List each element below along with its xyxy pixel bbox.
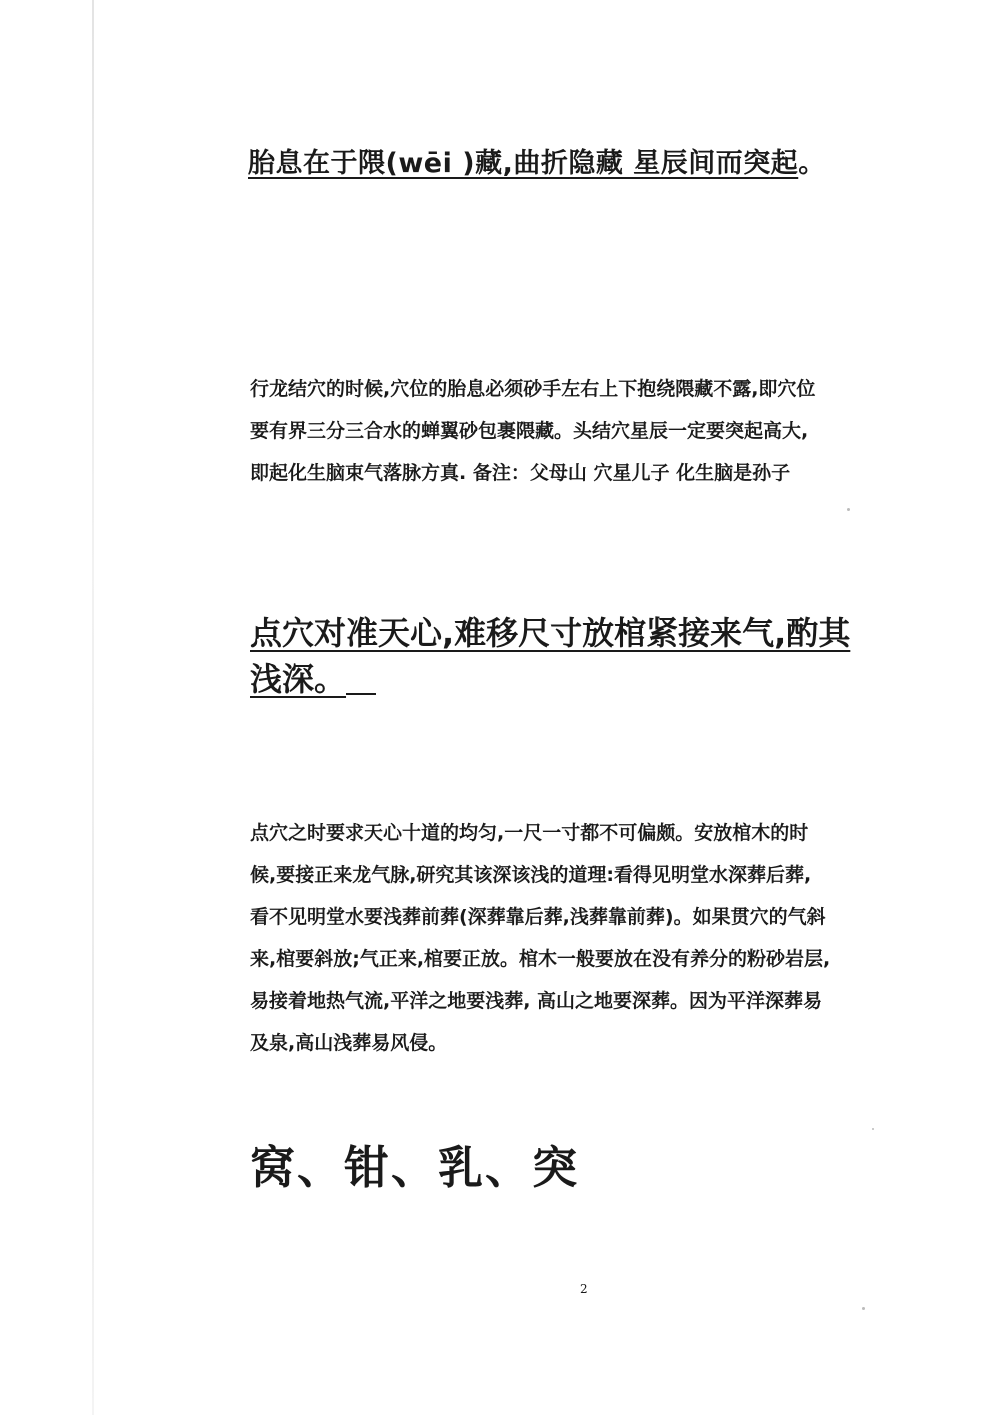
section-1-paragraph	[250, 368, 950, 494]
section-2-paragraph	[250, 812, 950, 1064]
paragraph-line: 点穴之时要求天心十道的均匀,一尺一寸都不可偏颇。安放棺木的时	[250, 822, 809, 844]
section-2-heading	[250, 610, 850, 702]
paragraph-line: 来,棺要斜放;气正来,棺要正放。棺木一般要放在没有养分的粉砂岩层,	[250, 948, 831, 970]
scan-speck	[872, 1128, 874, 1130]
section-2-heading-line: 点穴对准天心,难移尺寸放棺紧接来气,酌其	[250, 614, 851, 652]
section-1-heading	[248, 145, 826, 183]
section-2-heading-line: 浅深。	[250, 660, 347, 698]
paragraph-line: 看不见明堂水要浅葬前葬(深葬靠后葬,浅葬靠前葬)。如果贯穴的气斜	[250, 906, 826, 928]
section-3-heading: 窝、钳、乳、突	[250, 1141, 580, 1194]
scan-speck	[862, 1307, 865, 1310]
paragraph-line: 即起化生脑束气落脉方真. 备注：父母山 穴星儿子 化生脑是孙子	[250, 462, 791, 484]
section-1-heading-end: 。	[798, 148, 826, 179]
paragraph-line: 易接着地热气流,平洋之地要浅葬, 高山之地要深葬。因为平洋深葬易	[250, 990, 823, 1012]
page-number: 2	[580, 1282, 588, 1296]
paragraph-line: 及泉,高山浅葬易风侵。	[250, 1032, 448, 1054]
scan-shadow-edge	[92, 0, 94, 1415]
paragraph-line: 要有界三分三合水的蝉翼砂包裹隈藏。头结穴星辰一定要突起高大,	[250, 420, 809, 442]
paragraph-line: 行龙结穴的时候,穴位的胎息必须砂手左右上下抱绕隈藏不露,即穴位	[250, 378, 816, 400]
section-1-heading-text: 胎息在于隈(wēi )藏,曲折隐藏 星辰间而突起	[248, 148, 799, 179]
paragraph-line: 候,要接正来龙气脉,研究其该深该浅的道理:看得见明堂水深葬后葬,	[250, 864, 812, 886]
scan-speck	[847, 508, 850, 511]
